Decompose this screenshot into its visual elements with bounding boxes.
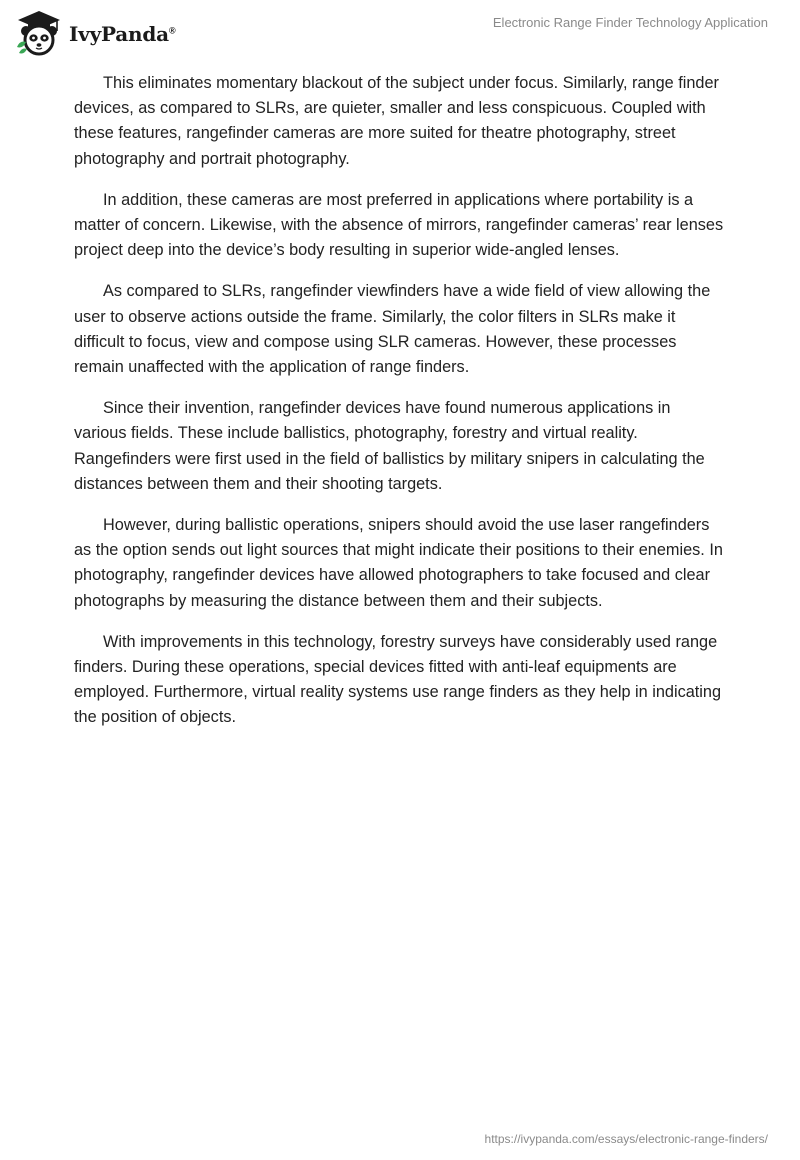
- essay-body: [74, 71, 726, 747]
- logo-name: IvyPanda: [69, 22, 169, 46]
- paragraph-5: However, during ballistic operations, snipers should avoid the use laser rangefinders as the option sends out light sources that might indicate their positions to their enemies. In photography, rangefinder devices have allowed photographers to take focused and clear photographs by measuring the distance between them and their subjects.: [74, 516, 723, 610]
- document-title: Electronic Range Finder Technology Application: [492, 15, 768, 30]
- panda-graduate-icon: [15, 9, 63, 57]
- source-url[interactable]: https://ivypanda.com/essays/electronic-range-finders/: [484, 1132, 768, 1146]
- page-header: [0, 0, 800, 64]
- logo-wordmark: [69, 22, 175, 46]
- registered-mark: ®: [168, 25, 176, 36]
- paragraph-2: In addition, these cameras are most preferred in applications where portability is a matter of concern. Likewise, with the absence of mirrors, rangefinder cameras’ rear lenses project deep into the device’s body resulting in superior wide-angled lenses.: [74, 190, 724, 260]
- paragraph-3: As compared to SLRs, rangefinder viewfinders have a wide field of view allowing the user to observe actions outside the frame. Similarly, the color filters in SLRs make it difficult to focus, view and compose using SLR cameras. However, these processes remain unaffected with the application of range finders.: [74, 282, 711, 377]
- paragraph-4: Since their invention, rangefinder devices have found numerous applications in various fields. These include ballistics, photography, forestry and virtual reality. Rangefinders were first used in the field of ballistics by military snipers in calculating the distances between them and their shooting targets.: [74, 399, 705, 493]
- paragraph-1: This eliminates momentary blackout of the subject under focus. Similarly, range finder devices, as compared to SLRs, are quieter, smaller and less conspicuous. Coupled with these features, rangefinder cameras are more suited for theatre photography, street photography and portrait photography.: [74, 74, 719, 168]
- paragraph-6: With improvements in this technology, forestry surveys have considerably used range finders. During these operations, special devices fitted with anti-leaf equipments are employed. Furthermore, virtual reality systems use range finders as they help in indicating the position of objects.: [74, 632, 722, 727]
- ivypanda-logo[interactable]: [15, 9, 175, 57]
